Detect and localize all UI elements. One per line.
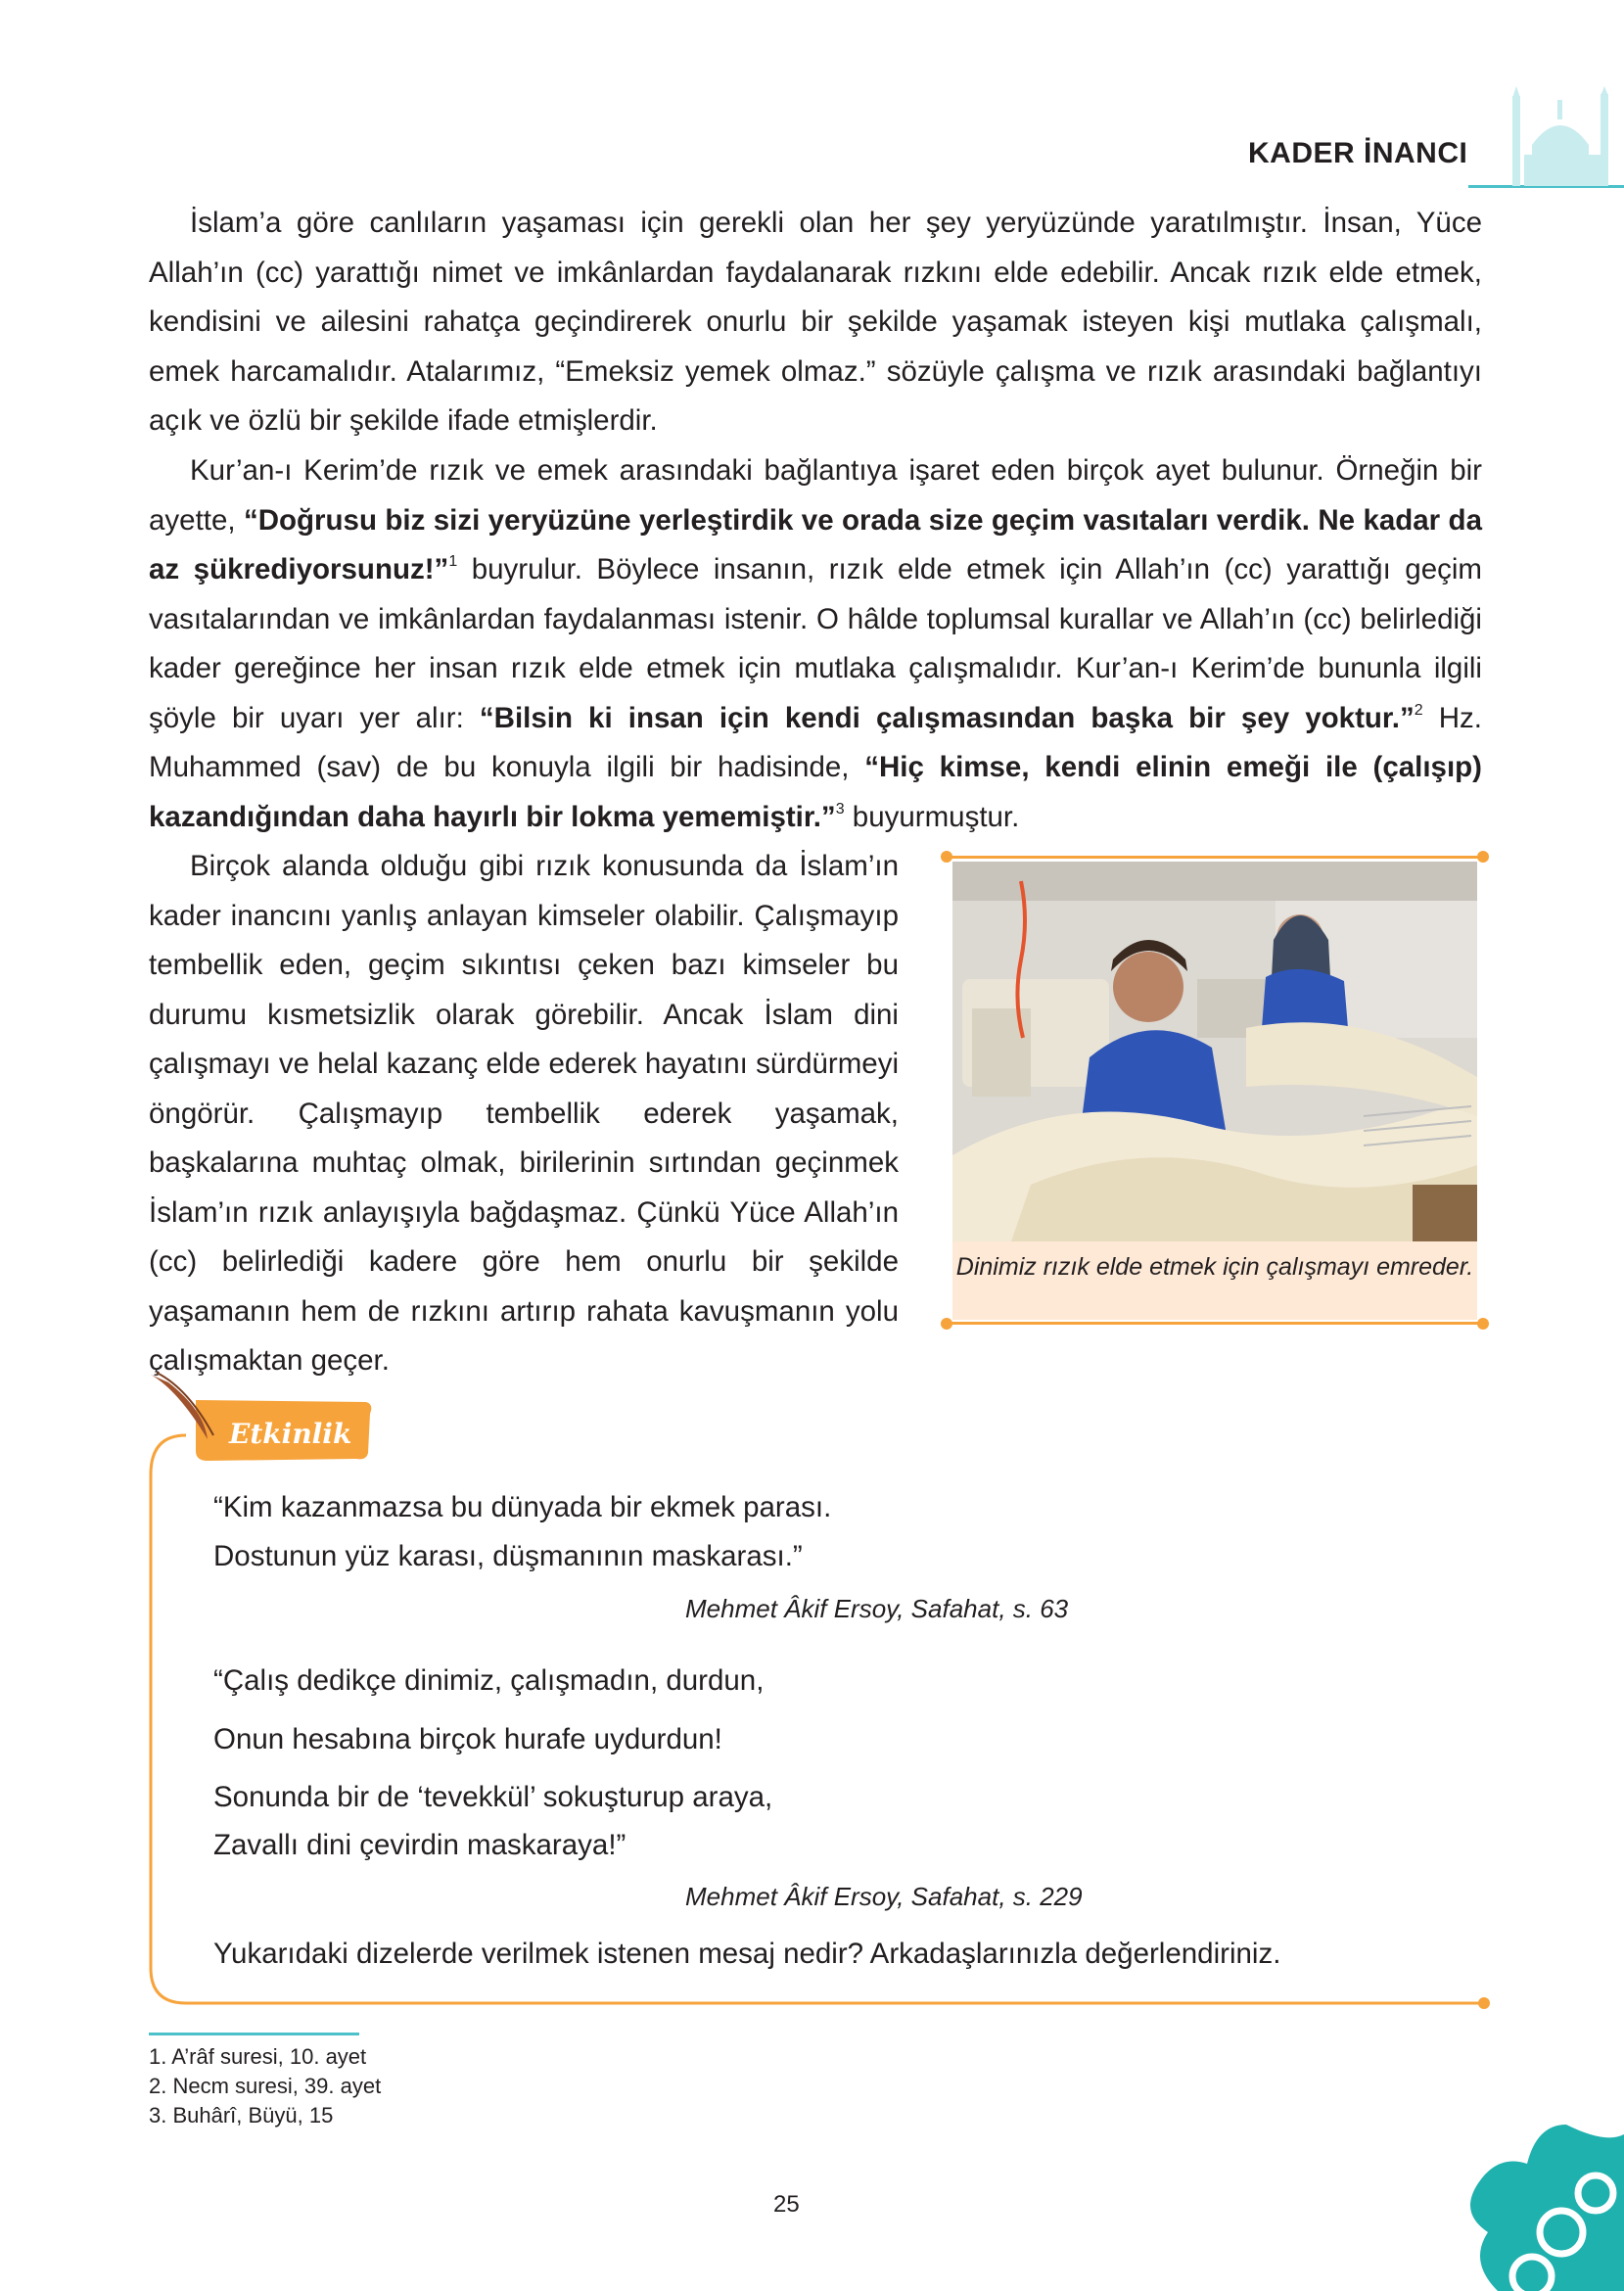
floral-ornament-icon <box>1459 2115 1624 2291</box>
activity-badge-label: Etkinlik <box>229 1418 352 1450</box>
rule-dot <box>941 851 952 863</box>
rule-dot <box>1477 851 1489 863</box>
mosque-icon <box>1503 86 1624 186</box>
hadith-quote: “Hiç kimse, kendi elinin emeği ile (çalışıp) kazandığından daha hayırlı bir lokma yememiştir.” <box>149 751 1482 833</box>
figure-bottom-rule <box>947 1322 1483 1325</box>
text-run: buyrulur. Böylece insanın, rızık elde etmek için Allah’ın (cc) yarattığı geçim vasıtalarından ve imkânlardan faydalanması istenir. O hâlde toplumsal kurallar ve Allah’ın (cc) belirlediği kader gereğince her insan rızık elde etmek için mutlaka çalışmalıdır. Kur’an-ı Kerim’de bununla ilgili şöyle bir uyarı yer alır: <box>149 553 1483 734</box>
poem-line: Sonunda bir de ‘tevekkül’ sokuşturup araya, <box>213 1781 773 1813</box>
paragraph-1: İslam’a göre canlıların yaşaması için gerekli olan her şey yeryüzünde yaratılmıştır. İnsan, Yüce Allah’ın (cc) yarattığı nimet ve imkânlardan faydalanarak rızkını elde edebilir. Ancak rızık elde etmek, kendisini ve ailesini rahatça geçindirerek onurlu bir şekilde yaşamak isteyen kişi mutlaka çalışmalı, emek harcamalıdır. Atalarımız, “Emeksiz yemek olmaz.” sözüyle çalışma ve rızık arasındaki bağlantıyı açık ve özlü bir şekilde ifade etmişlerdir. <box>149 207 1482 437</box>
text-run: buyurmuştur. <box>844 800 1020 833</box>
rule-dot <box>1477 1318 1489 1330</box>
poem-line: “Kim kazanmazsa bu dünyada bir ekmek parası. <box>213 1491 832 1523</box>
rule-dot <box>941 1318 952 1330</box>
footnote-ref: 2 <box>1414 701 1423 719</box>
poem-source: Mehmet Âkif Ersoy, Safahat, s. 63 <box>685 1594 1069 1623</box>
photo-figure <box>947 856 1483 1326</box>
text-run: Kur’an-ı Kerim’de rızık ve emek arasındaki bağlantıya işaret eden birçok ayet bulunur. Örneğin bir ayette, <box>149 454 1482 537</box>
activity-question: Yukarıdaki dizelerde verilmek istenen mesaj nedir? Arkadaşlarınızla değerlendiriniz. <box>213 1938 1281 1970</box>
poem-line: “Çalış dedikçe dinimiz, çalışmadın, durdun, <box>213 1664 765 1697</box>
footnote: 1. A’râf suresi, 10. ayet <box>149 2044 367 2069</box>
chapter-title: KADER İNANCI <box>1248 137 1468 169</box>
paragraph-2 <box>149 446 1482 842</box>
footnote-ref: 3 <box>835 800 845 818</box>
poem-line: Dostunun yüz karası, düşmanının maskarası.” <box>213 1540 803 1572</box>
poem-line: Onun hesabına birçok hurafe uydurdun! <box>213 1723 722 1755</box>
text-run: Hz. Muhammed (sav) de bu konuyla ilgili bir hadisinde, <box>149 701 1482 783</box>
footnote: 2. Necm suresi, 39. ayet <box>149 2074 382 2098</box>
figure-top-rule <box>947 856 1483 859</box>
workshop-photo <box>952 862 1477 1241</box>
poem-line: Zavallı dini çevirdin maskaraya!” <box>213 1829 626 1861</box>
footnote-ref: 1 <box>448 553 458 571</box>
verse-quote: “Doğrusu biz sizi yeryüzüne yerleştirdik ve orada size geçim vasıtaları verdik. Ne kadar da az şükrediyorsunuz!” <box>149 503 1482 585</box>
page-number: 25 <box>773 2191 800 2218</box>
paragraph-3: Birçok alanda olduğu gibi rızık konusunda da İslam’ın kader inancını yanlış anlayan kimseler olabilir. Çalışmayıp tembellik eden, geçim sıkıntısı çeken bazı kimseler bu durumu kısmetsizlik olarak görebilir. Ancak İslam dini çalışmayı ve helal kazanç elde ederek hayatını sürdürmeyi öngörür. Çalışmayıp tembellik ederek yaşamak, başkalarına muhtaç olmak, birilerinin sırtından geçinmek İslam’ın rızık anlayışıyla bağdaşmaz. Çünkü Yüce Allah’ın (cc) belirlediği kadere göre hem onurlu bir şekilde yaşamanın hem de rızkını artırıp rahata kavuşmanın yolu çalışmaktan geçer. <box>149 850 899 1377</box>
footnote-rule <box>149 2033 359 2035</box>
poem-source: Mehmet Âkif Ersoy, Safahat, s. 229 <box>685 1882 1083 1911</box>
activity-badge <box>149 1371 374 1469</box>
verse-quote: “Bilsin ki insan için kendi çalışmasından başka bir şey yoktur.” <box>479 701 1415 734</box>
footnote: 3. Buhârî, Büyü, 15 <box>149 2103 334 2127</box>
photo-caption: Dinimiz rızık elde etmek için çalışmayı emreder. <box>952 1241 1477 1320</box>
